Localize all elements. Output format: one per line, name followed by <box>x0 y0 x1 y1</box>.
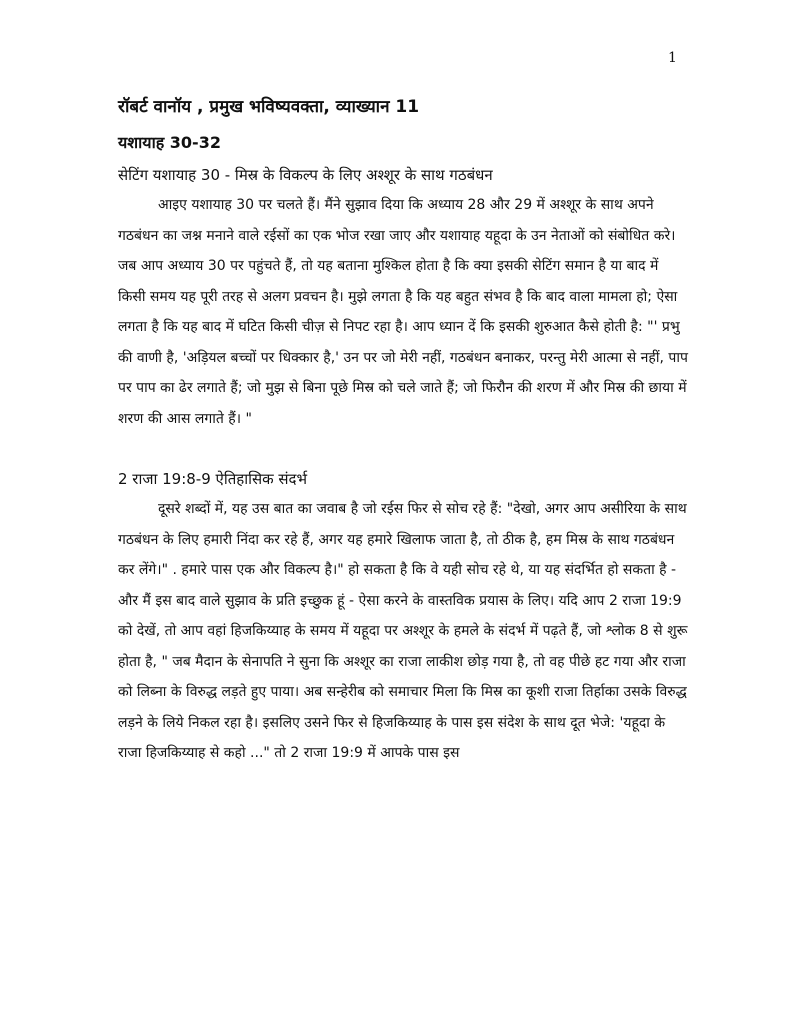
paragraph: दूसरे शब्दों में, यह उस बात का जवाब है जो रईस फिर से सोच रहे हैं: "देखो, अगर आप असीरिया के साथ गठबंधन के लिए हमारी निंदा कर रहे हैं, अगर यह हमारे खिलाफ जाता है, तो ठीक है, हम मिस्र के साथ गठबंधन कर लेंगे।" . हमारे पास एक और विकल्प है।" हो सकता है कि वे यही सोच रहे थे, या यह संदर्भित हो सकता है - और मैं इस बाद वाले सुझाव के प्रति इच्छुक हूं - ऐसा करने के वास्तविक प्रयास के लिए। यदि आप 2 राजा 19:9 को देखें, तो आप वहां हिजकिय्याह के समय में यहूदा पर अश्शूर के हमले के संदर्भ में पढ़ते हैं, जो श्लोक 8 से शुरू होता है, " जब मैदान के सेनापति ने सुना कि अश्शूर का राजा लाकीश छोड़ गया है, तो वह पीछे हट गया और राजा को लिब्ना के विरुद्ध लड़ते हुए पाया। अब सन्हेरीब को समाचार मिला कि मिस्र का कूशी राजा तिर्हाका उसके विरुद्ध लड़ने के लिये निकल रहा है। इसलिए उसने फिर से हिजकिय्याह के पास इस संदेश के साथ दूत भेजे: 'यहूदा के राजा हिजकिय्याह से कहो ..." तो 2 राजा 19:9 में आपके पास इस <box>118 501 688 761</box>
document-title: रॉबर्ट वानॉय , प्रमुख भविष्यवक्ता, व्याख्यान 11 <box>118 97 420 117</box>
document-subtitle: यशायाह 30-32 <box>118 133 221 152</box>
document-body <box>118 92 688 769</box>
section-spacer <box>118 434 688 462</box>
section-heading: 2 राजा 19:8-9 ऐतिहासिक संदर्भ <box>118 470 308 488</box>
section-heading: सेटिंग यशायाह 30 - मिस्र के विकल्प के लिए अश्शूर के साथ गठबंधन <box>118 166 493 184</box>
paragraph: आइए यशायाह 30 पर चलते हैं। मैंने सुझाव दिया कि अध्याय 28 और 29 में अश्शूर के साथ अपने गठबंधन का जश्न मनाने वाले रईसों का एक भोज रखा जाए और यशायाह यहूदा के उन नेताओं को संबोधित करे। जब आप अध्याय 30 पर पहुंचते हैं, तो यह बताना मुश्किल होता है कि क्या इसकी सेटिंग समान है या बाद में किसी समय यह पूरी तरह से अलग प्रवचन है। मुझे लगता है कि यह बहुत संभव है कि बाद वाला मामला हो; ऐसा लगता है कि यह बाद में घटित किसी चीज़ से निपट रहा है। आप ध्यान दें कि इसकी शुरुआत कैसे होती है: "' प्रभु की वाणी है, 'अड़ियल बच्चों पर धिक्कार है,' उन पर जो मेरी नहीं, गठबंधन बनाकर, परन्तु मेरी आत्मा से नहीं, पाप पर पाप का ढेर लगाते हैं; जो मुझ से बिना पूछे मिस्र को चले जाते हैं; जो फिरौन की शरण में और मिस्र की छाया में शरण की आस लगाते हैं। " <box>118 197 688 427</box>
page-number: 1 <box>668 50 677 66</box>
